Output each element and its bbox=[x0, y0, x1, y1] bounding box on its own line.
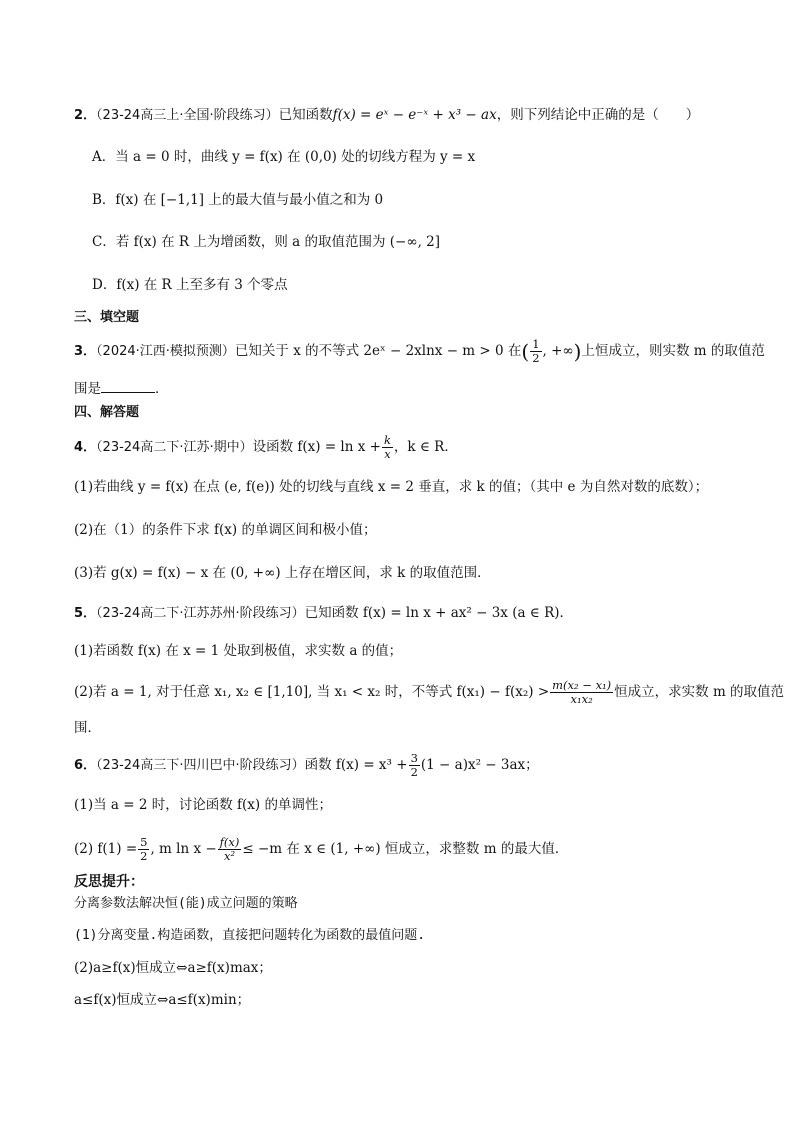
question-5-part-2-continuation: 围． bbox=[74, 720, 101, 736]
interval-tail: , +∞ bbox=[542, 343, 574, 359]
question-lead: 已知函数 f(x) = ln x + ax² − 3x (a ∈ R)． bbox=[304, 605, 574, 621]
reflection-subtitle: 分离参数法解决恒(能)成立问题的策略 bbox=[74, 896, 298, 911]
option-label: B． bbox=[92, 192, 116, 208]
question-5-part-1: (1)若函数 f(x) 在 x = 1 处取到极值，求实数 a 的值； bbox=[74, 643, 403, 659]
fraction: $\frac{5}{2}$ bbox=[140, 835, 148, 863]
option-b bbox=[92, 190, 383, 210]
question-3-stem: 3．（2024·江西·模拟预测）已知关于 x 的不等式 2eˣ − 2xlnx − m > 0 在( $\frac{1}{2}$ , +∞)上恒成立，则实数 m 的取值范 bbox=[74, 337, 765, 365]
question-number: 2． bbox=[74, 108, 97, 123]
question-number: 3． bbox=[74, 344, 97, 359]
fraction: $\frac{\text{m(x₂ − x₁)}}{\text{x₁x₂}}$ bbox=[552, 678, 612, 706]
option-label: A． bbox=[92, 149, 116, 165]
question-source: （2024·江西·模拟预测） bbox=[96, 344, 235, 359]
fraction: $\frac{3}{2}$ bbox=[410, 751, 418, 779]
question-lead: 已知关于 x 的不等式 2eˣ − 2xlnx − m > 0 在 bbox=[234, 343, 522, 359]
question-source: （23-24高二下·江苏苏州·阶段练习） bbox=[96, 606, 305, 621]
question-2-stem bbox=[74, 105, 699, 126]
answer-blank[interactable] bbox=[101, 378, 155, 393]
reflection-line-2: (2)a≥f(x)恒成立⇔a≥f(x)max； bbox=[74, 960, 272, 976]
fraction: $\frac{k}{x}$ bbox=[383, 433, 391, 461]
question-4-part-2: (2)在（1）的条件下求 f(x) 的单调区间和极小值； bbox=[74, 522, 377, 538]
option-label: D． bbox=[92, 277, 117, 293]
option-c bbox=[92, 232, 440, 252]
section-heading-fill-in: 三、填空题 bbox=[74, 310, 140, 325]
question-6-part-2: (2) f(1) = $\frac{5}{2}$ , m ln x − $\frac{f(x)}{\text{x²}}$ ≤ −m 在 x ∈ (1, +∞) 恒成立，求整数 m 的最大值． bbox=[74, 835, 569, 863]
question-tail: ，k ∈ R． bbox=[393, 439, 458, 455]
question-source: （23-24高二下·江苏·期中） bbox=[96, 440, 253, 455]
question-number: 5． bbox=[74, 606, 97, 621]
question-5-stem bbox=[74, 603, 573, 624]
question-number: 4． bbox=[74, 440, 97, 455]
option-a bbox=[92, 147, 475, 167]
question-tail: (1 − a)x² − 3ax； bbox=[420, 757, 539, 773]
option-text: 当 a = 0 时，曲线 y = f(x) 在 (0,0) 处的切线方程为 y = x bbox=[115, 149, 476, 165]
reflection-line-1: (1)分离变量.构造函数，直接把问题转化为函数的最值问题. bbox=[74, 928, 426, 943]
option-label: C． bbox=[92, 234, 116, 250]
question-6-part-1: (1)当 a = 2 时，讨论函数 f(x) 的单调性； bbox=[74, 797, 332, 813]
question-5-part-2: (2)若 a = 1, 对于任意 x₁, x₂ ∈ [1,10], 当 x₁ < x₂ 时，不等式 f(x₁) − f(x₂) > $\frac{\text{m(x₂ − x₁)}}{\text{x₁x₂}}$ 恒成立，求实数 m 的取值范 bbox=[74, 678, 785, 706]
question-lead: 已知函数 bbox=[278, 107, 333, 123]
question-lead: 函数 f(x) = x³ + bbox=[304, 757, 408, 773]
function-expression: f(x) = eˣ − e⁻ˣ + x³ − ax bbox=[332, 107, 497, 123]
question-6-stem bbox=[74, 752, 539, 779]
question-source: （23-24高三上·全国·阶段练习） bbox=[96, 108, 279, 123]
question-tail: 上恒成立，则实数 m 的取值范 bbox=[581, 343, 765, 359]
question-source: （23-24高三下·四川巴中·阶段练习） bbox=[96, 758, 305, 773]
question-3-continuation: 围是 ． bbox=[74, 378, 169, 399]
reflection-title: 反思提升： bbox=[74, 874, 144, 890]
question-number: 6． bbox=[74, 758, 97, 773]
reflection-line-3: a≤f(x)恒成立⇔a≤f(x)min； bbox=[74, 992, 251, 1008]
question-4-stem bbox=[74, 434, 458, 461]
fraction: $\frac{f(x)}{\text{x²}}$ bbox=[219, 835, 240, 863]
question-4-part-3: (3)若 g(x) = f(x) − x 在 (0, +∞) 上存在增区间，求 k 的取值范围． bbox=[74, 565, 491, 581]
question-4-part-1: (1)若曲线 y = f(x) 在点 (e, f(e)) 处的切线与直线 x = 2 垂直，求 k 的值；（其中 e 为自然对数的底数）； bbox=[74, 479, 709, 495]
section-heading-solve: 四、解答题 bbox=[74, 405, 140, 420]
question-tail: ，则下列结论中正确的是（ ） bbox=[496, 107, 700, 123]
question-lead: 设函数 f(x) = ln x + bbox=[252, 439, 381, 455]
option-text: f(x) 在 [−1,1] 上的最大值与最小值之和为 0 bbox=[115, 192, 384, 208]
option-d bbox=[92, 275, 288, 295]
option-text: 若 f(x) 在 R 上为增函数，则 a 的取值范围为 (−∞, 2] bbox=[115, 234, 441, 250]
option-text: f(x) 在 R 上至多有 3 个零点 bbox=[116, 277, 288, 293]
fraction: $\frac{1}{2}$ bbox=[532, 337, 540, 365]
